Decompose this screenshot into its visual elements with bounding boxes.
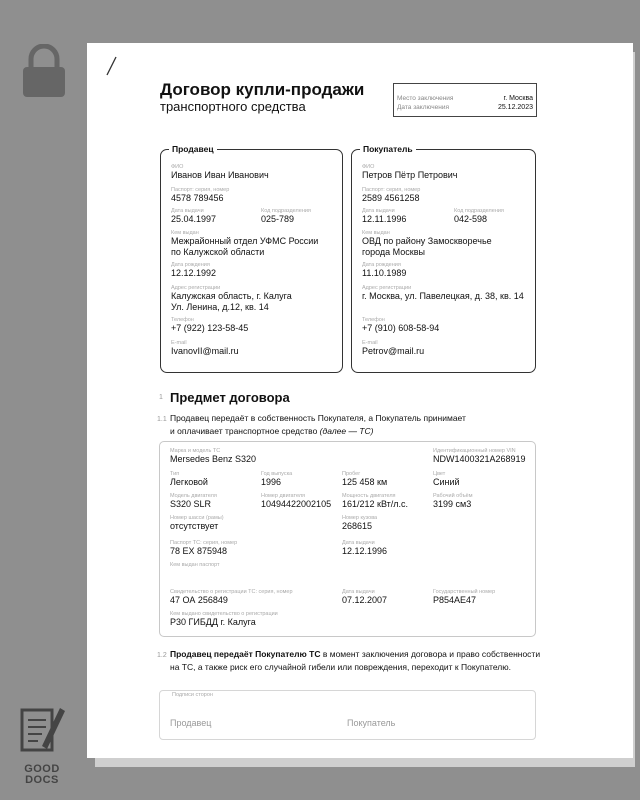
seller-issued-by-label: Кем выдан xyxy=(171,230,199,236)
vehicle-body-label: Номер кузова xyxy=(342,515,378,521)
vehicle-engine-number: 10494422002105 xyxy=(261,499,332,509)
vehicle-year: 1996 xyxy=(261,477,282,487)
place-date-box xyxy=(393,83,537,117)
vehicle-pts-label: Паспорт ТС: серия, номер xyxy=(170,540,238,546)
para-1-line-2-text: и оплачивает транспортное средство xyxy=(170,426,320,436)
vehicle-sts-issued-by-label: Кем выдано свидетельство о регистрации xyxy=(170,611,278,617)
seller-birth-label: Дата рождения xyxy=(171,262,210,268)
vehicle-pts-date-label: Дата выдачи xyxy=(342,540,375,546)
vehicle-pts-issued-by-label: Кем выдан паспорт xyxy=(170,562,220,568)
seller-heading: Продавец xyxy=(169,144,217,154)
date-label: Дата заключения xyxy=(397,104,449,111)
vehicle-engine-number-label: Номер двигателя xyxy=(261,493,306,499)
vehicle-mileage: 125 458 км xyxy=(342,477,388,487)
para-2-line-1-rest: в момент заключения договора и право собственности xyxy=(320,649,541,659)
vehicle-body: 268615 xyxy=(342,521,373,531)
buyer-birth-label: Дата рождения xyxy=(362,262,401,268)
seller-passport: 4578 789456 xyxy=(171,193,224,203)
buyer-card xyxy=(351,144,536,373)
vehicle-make: Mersedes Benz S320 xyxy=(170,454,257,464)
para-2-line-2: на ТС, а также риск его случайной гибели или повреждения, переходит к Покупателю. xyxy=(170,662,511,672)
seller-dept-code-label: Код подразделения xyxy=(261,208,311,214)
buyer-passport-label: Паспорт: серия, номер xyxy=(362,187,421,193)
vehicle-details-box xyxy=(159,441,536,637)
seller-fio: Иванов Иван Иванович xyxy=(171,170,269,180)
buyer-email: Petrov@mail.ru xyxy=(362,346,425,356)
vehicle-vin: NDW1400321A268919 xyxy=(433,454,526,464)
signatures-box xyxy=(159,690,536,740)
buyer-signature-label: Покупатель xyxy=(347,718,396,728)
vehicle-make-label: Марка и модель ТС xyxy=(170,448,221,454)
para-1-line-2 xyxy=(170,424,373,438)
seller-passport-label: Паспорт: серия, номер xyxy=(171,187,230,193)
seller-email: IvanovII@mail.ru xyxy=(171,346,239,356)
seller-issued-by-2: по Калужской области xyxy=(171,247,265,257)
seller-issue-date-label: Дата выдачи xyxy=(171,208,204,214)
vehicle-sts-label: Свидетельство о регистрации ТС: серия, номер xyxy=(170,589,293,595)
seller-signature-label: Продавец xyxy=(170,718,212,728)
lock-icon xyxy=(22,44,66,98)
buyer-phone: +7 (910) 608-58-94 xyxy=(362,323,440,333)
vehicle-pts: 78 ЕХ 875948 xyxy=(170,546,228,556)
date-value: 25.12.2023 xyxy=(497,104,533,111)
buyer-birth: 11.10.1989 xyxy=(362,268,407,278)
good-docs-logo xyxy=(18,702,66,788)
vehicle-color-label: Цвет xyxy=(433,471,446,477)
buyer-email-label: E-mail xyxy=(362,340,378,346)
buyer-dept-code-label: Код подразделения xyxy=(454,208,504,214)
section-number: 1 xyxy=(159,394,163,401)
buyer-issued-by-label: Кем выдан xyxy=(362,230,390,236)
buyer-issued-by-2: города Москвы xyxy=(362,247,425,257)
vehicle-plate: Р854АЕ47 xyxy=(433,595,477,605)
seller-fio-label: ФИО xyxy=(171,164,184,170)
buyer-fio-label: ФИО xyxy=(362,164,375,170)
buyer-passport: 2589 4561258 xyxy=(362,193,420,203)
seller-address-2: Ул. Ленина, д.12, кв. 14 xyxy=(171,302,269,312)
buyer-issued-by-1: ОВД по району Замоскворечье xyxy=(362,236,492,246)
vehicle-sts-date-label: Дата выдачи xyxy=(342,589,375,595)
buyer-issue-date-label: Дата выдачи xyxy=(362,208,395,214)
place-label: Место заключения xyxy=(397,95,454,102)
buyer-heading: Покупатель xyxy=(360,144,416,154)
seller-birth: 12.12.1992 xyxy=(171,268,217,278)
section-title: Предмет договора xyxy=(170,390,290,405)
buyer-fio: Петров Пётр Петрович xyxy=(362,170,458,180)
vehicle-sts-date: 07.12.2007 xyxy=(342,595,388,605)
buyer-address-1: г. Москва, ул. Павелецкая, д. 38, кв. 14 xyxy=(362,291,524,301)
para-2-line-1 xyxy=(170,647,540,661)
document-title: Договор купли-продажи xyxy=(160,80,365,99)
vehicle-engine-model-label: Модель двигателя xyxy=(170,493,217,499)
para-1-abbrev: (далее — ТС) xyxy=(319,426,374,436)
seller-phone-label: Телефон xyxy=(171,317,194,323)
buyer-issue-date: 12.11.1996 xyxy=(362,214,407,224)
seller-address-1: Калужская область, г. Калуга xyxy=(171,291,292,301)
vehicle-mileage-label: Пробег xyxy=(342,471,361,477)
seller-card xyxy=(160,144,343,373)
seller-dept-code: 025-789 xyxy=(261,214,295,224)
para-1-number: 1.1 xyxy=(157,416,167,423)
seller-email-label: E-mail xyxy=(171,340,187,346)
vehicle-color: Синий xyxy=(433,477,460,487)
para-2-number: 1.2 xyxy=(157,652,167,659)
para-1-line-1: Продавец передаёт в собственность Покупателя, а Покупатель принимает xyxy=(170,413,466,423)
document-subtitle: транспортного средства xyxy=(160,99,306,114)
vehicle-power: 161/212 кВт/л.с. xyxy=(342,499,409,509)
vehicle-vin-label: Идентификационный номер VIN xyxy=(433,448,516,454)
para-2-bold: Продавец передаёт Покупателю ТС xyxy=(170,649,321,659)
seller-address-label: Адрес регистрации xyxy=(171,285,221,291)
seller-phone: +7 (922) 123-58-45 xyxy=(171,323,249,333)
vehicle-pts-date: 12.12.1996 xyxy=(342,546,388,556)
place-value: г. Москва xyxy=(503,95,533,102)
vehicle-type: Легковой xyxy=(170,477,208,487)
pencil-mark-icon xyxy=(104,55,118,77)
vehicle-volume: 3199 см3 xyxy=(433,499,472,509)
signatures-label: Подписи сторон xyxy=(172,692,213,698)
vehicle-sts-issued-by: Р30 ГИБДД г. Калуга xyxy=(170,617,256,627)
vehicle-type-label: Тип xyxy=(170,471,180,477)
vehicle-frame: отсутствует xyxy=(170,521,219,531)
seller-issue-date: 25.04.1997 xyxy=(171,214,217,224)
vehicle-engine-model: S320 SLR xyxy=(170,499,212,509)
vehicle-year-label: Год выпуска xyxy=(261,471,293,477)
seller-issued-by-1: Межрайонный отдел УФМС России xyxy=(171,236,319,246)
brand-line1: GOOD xyxy=(24,763,60,775)
vehicle-power-label: Мощность двигателя xyxy=(342,493,396,499)
buyer-address-label: Адрес регистрации xyxy=(362,285,412,291)
buyer-dept-code: 042-598 xyxy=(454,214,488,224)
vehicle-sts: 47 ОА 256849 xyxy=(170,595,228,605)
vehicle-plate-label: Государственный номер xyxy=(433,589,496,595)
vehicle-frame-label: Номер шасси (рамы) xyxy=(170,515,224,521)
buyer-phone-label: Телефон xyxy=(362,317,385,323)
brand-line2: DOCS xyxy=(25,774,59,786)
vehicle-volume-label: Рабочий объём xyxy=(433,493,473,499)
